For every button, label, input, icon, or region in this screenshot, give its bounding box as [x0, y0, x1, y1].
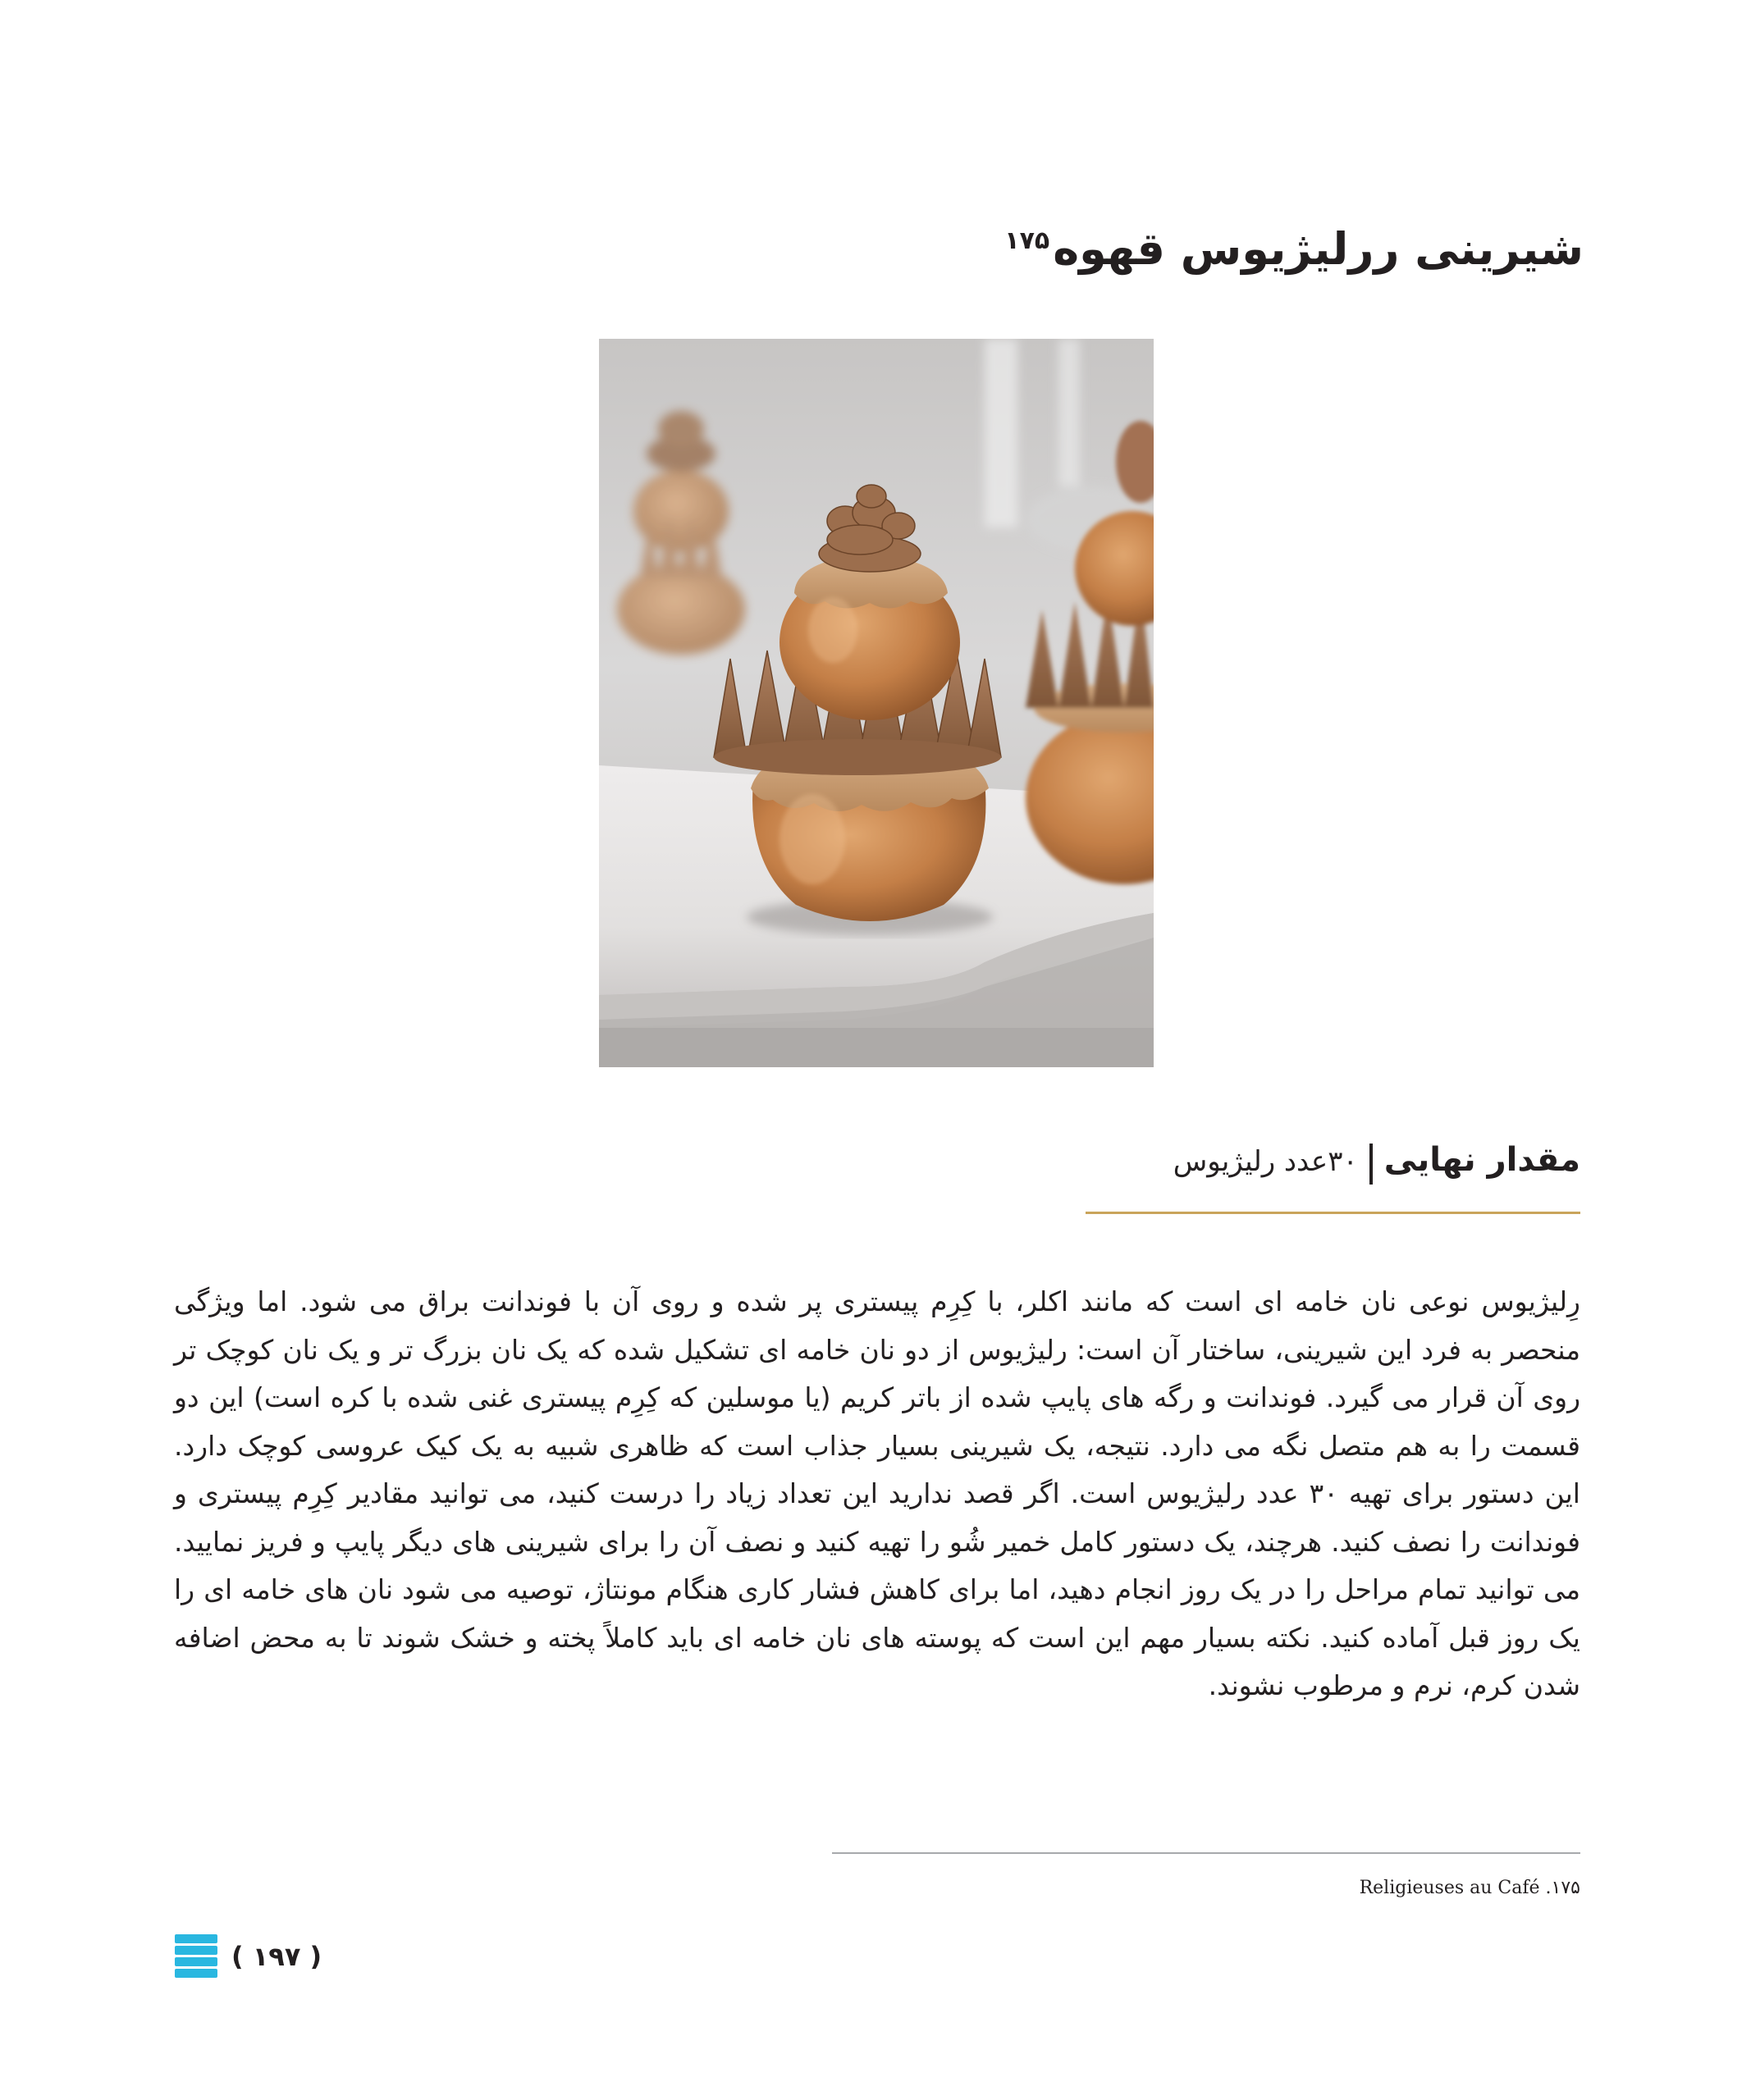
- page-title: [599, 217, 1584, 282]
- page-title-text: شیرینی ررلیژیوس قهوه: [1053, 223, 1584, 276]
- yield-value: ۳۰عدد رلیژیوس: [1173, 1145, 1358, 1178]
- footnote-divider: [832, 1852, 1580, 1854]
- footnote: ۱۷۵. Religieuses au Café: [1359, 1878, 1580, 1898]
- pastry-photo-graphic: [599, 339, 1154, 1067]
- stacked-bars-icon: [175, 1934, 217, 1979]
- body-paragraph: رِلیژیوس نوعی نان خامه ای است که مانند اکلر، با کِرِم پیستری پر شده و روی آن با فوندانت براق می شود. اما ویژگی منحصر به فرد این شیرینی، ساختار آن است: رلیژیوس از دو نان خامه ای تشکیل شده که یک نان بزرگ تر و یک نان کوچک تر روی آن قرار می گیرد. فوندانت و رگه های پایپ شده از باتر کریم (یا موسلین که کِرِم پیستری غنی شده با کره است) این دو قسمت را به هم متصل نگه می دارد. نتیجه، یک شیرینی بسیار جذاب است که ظاهری شبیه به یک کیک عروسی کوچک دارد. این دستور برای تهیه ۳۰ عدد رلیژیوس است. اگر قصد ندارید این تعداد زیاد را درست کنید، می توانید مقادیر کِرِم پیستری و فوندانت را نصف کنید. هرچند، یک دستور کامل خمیر شُو را تهیه کنید و نصف آن را برای شیرینی های دیگر پایپ و فریز نمایید. می توانید تمام مراحل را در یک روز انجام دهید، اما برای کاهش فشار کاری هنگام مونتاژ، توصیه می شود نان های خامه ای را یک روز قبل آماده کنید. نکته بسیار مهم این است که پوسته های نان خامه ای باید کاملاً پخته و خشک شوند تا به محض اضافه شدن کرم، نرم و مرطوب نشوند.: [174, 1285, 1580, 1701]
- pastry-photo: [599, 339, 1154, 1067]
- yield-label: مقدار نهایی: [1383, 1141, 1580, 1179]
- page-number: ( ۱۹۷ ): [231, 1941, 322, 1972]
- yield-row: [842, 1130, 1580, 1196]
- title-footnote-ref: ۱۷۵: [1004, 226, 1050, 256]
- yield-divider: [1369, 1144, 1373, 1185]
- gold-divider: [1086, 1212, 1580, 1214]
